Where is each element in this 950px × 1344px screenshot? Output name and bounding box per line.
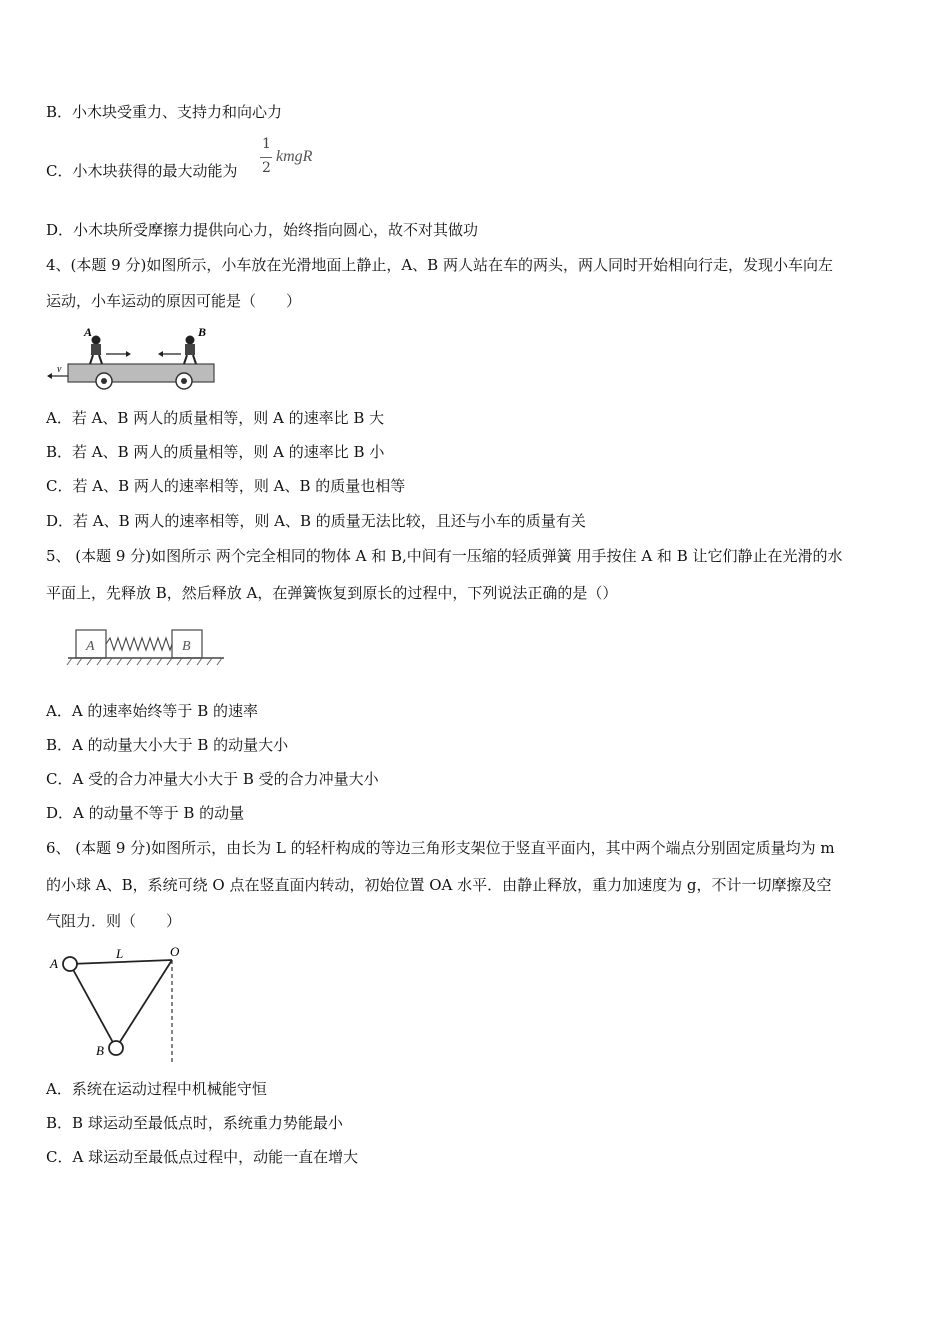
q5-figure-spring — [66, 620, 228, 672]
q4-option-c: C．若 A、B 两人的速率相等，则 A、B 的质量也相等 — [46, 477, 406, 495]
arrow-right-icon — [106, 351, 131, 357]
q3-fraction-bar — [260, 157, 272, 158]
ball-b — [109, 1041, 123, 1055]
q3-option-c — [46, 161, 237, 181]
ball-a — [63, 957, 77, 971]
q5-option-c: C．A 受的合力冲量大小大于 B 受的合力冲量大小 — [46, 770, 379, 788]
spring-icon — [106, 638, 172, 650]
ground-hatch — [67, 658, 222, 665]
q6-label-a: A — [50, 956, 58, 971]
q5-option-a: A．A 的速率始终等于 B 的速率 — [46, 702, 258, 720]
q4-label-v: v — [57, 364, 62, 375]
cart-wheel-left — [96, 373, 112, 389]
q5-stem-line1: 5、 (本题 9 分)如图所示 两个完全相同的物体 A 和 B,中间有一压缩的轻质弹簧 用手按住 A 和 B 让它们静止在光滑的水 — [46, 547, 843, 565]
q6-figure-triangle — [44, 942, 194, 1064]
q3-option-d: D．小木块所受摩擦力提供向心力，始终指向圆心，故不对其做功 — [46, 221, 479, 239]
q4-option-b: B．若 A、B 两人的质量相等，则 A 的速率比 B 小 — [46, 443, 385, 461]
q3-fraction-numerator: 1 — [262, 136, 271, 152]
q5-label-a: A — [86, 639, 95, 654]
arrow-left-icon — [158, 351, 181, 357]
rod-ob — [116, 960, 172, 1048]
q4-label-a: A — [84, 325, 93, 339]
q6-stem-line2: 的小球 A、B，系统可绕 O 点在竖直面内转动，初始位置 OA 水平．由静止释放，重力加速度为 g，不计一切摩擦及空 — [46, 876, 832, 894]
q6-option-c: C．A 球运动至最低点过程中，动能一直在增大 — [46, 1148, 359, 1166]
q4-stem-line1: 4、(本题 9 分)如图所示，小车放在光滑地面上静止，A、B 两人站在车的两头，两人同时开始相向行走，发现小车向左 — [46, 256, 833, 274]
q6-label-l: L — [116, 946, 124, 961]
q3-fraction-denominator: 2 — [262, 160, 271, 176]
q6-stem-line3: 气阻力．则（ ） — [46, 912, 182, 930]
q6-label-b: B — [96, 1043, 104, 1058]
q4-figure-cart — [46, 324, 218, 390]
q6-option-a: A．系统在运动过程中机械能守恒 — [46, 1080, 267, 1098]
q5-option-b: B．A 的动量大小大于 B 的动量大小 — [46, 736, 289, 754]
q4-label-b: B — [198, 325, 207, 339]
q6-stem-line1: 6、 (本题 9 分)如图所示，由长为 L 的轻杆构成的等边三角形支架位于竖直平面内，其中两个端点分别固定质量均为 m — [46, 839, 835, 857]
q5-stem-line2: 平面上，先释放 B，然后释放 A，在弹簧恢复到原长的过程中，下列说法正确的是（） — [46, 584, 618, 602]
q4-option-d: D．若 A、B 两人的速率相等，则 A、B 的质量无法比较，且还与小车的质量有关 — [46, 512, 586, 530]
q3-option-c-text: C．小木块获得的最大动能为 — [46, 162, 238, 180]
q4-option-a: A．若 A、B 两人的质量相等，则 A 的速率比 B 大 — [46, 409, 385, 427]
q5-option-d: D．A 的动量不等于 B 的动量 — [46, 804, 245, 822]
q3-formula: kmgR — [276, 148, 313, 165]
q6-label-o: O — [170, 944, 180, 959]
q4-stem-line2: 运动，小车运动的原因可能是（ ） — [46, 292, 302, 310]
cart-wheel-right — [176, 373, 192, 389]
rod-ab — [70, 964, 116, 1048]
q6-option-b: B．B 球运动至最低点时，系统重力势能最小 — [46, 1114, 343, 1132]
q3-option-b: B．小木块受重力、支持力和向心力 — [46, 103, 283, 121]
person-b-icon — [184, 336, 196, 365]
person-a-icon — [90, 336, 102, 365]
q5-label-b: B — [182, 639, 191, 654]
